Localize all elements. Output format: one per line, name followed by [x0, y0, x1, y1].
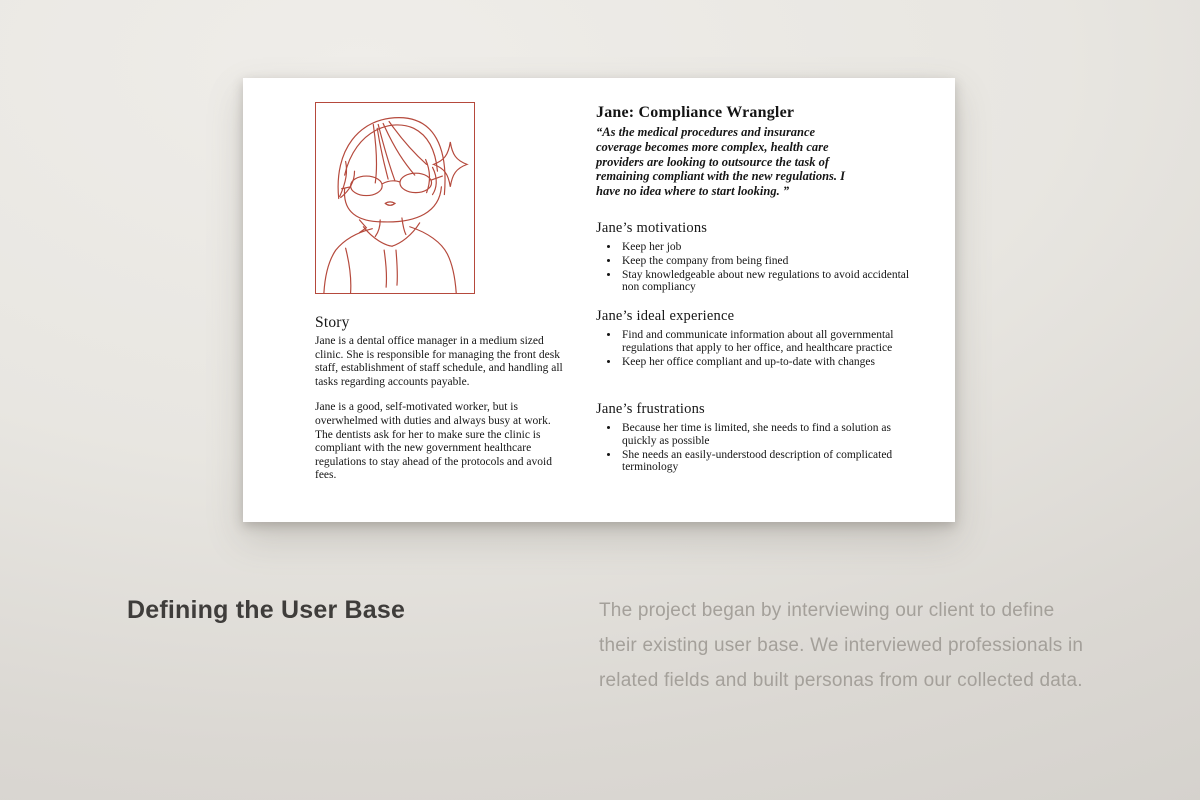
story-paragraph-1: Jane is a dental office manager in a medium sized clinic. She is responsible for managing the front desk staff, establishment of staff schedule, and handling all tasks regarding accounts payable.	[315, 335, 563, 388]
bullet-item: • Keep the company from being fined	[620, 255, 918, 268]
ideal-experience-heading: Jane’s ideal experience	[596, 308, 735, 324]
section-motivations	[596, 220, 918, 295]
sparkle-icon	[434, 142, 468, 187]
bullet-item: • She needs an easily-understood description of complicated terminology	[620, 449, 918, 475]
bullet-item: • Keep her job	[620, 241, 918, 254]
persona-title: Jane: Compliance Wrangler	[596, 104, 795, 121]
story-section	[315, 314, 565, 483]
ideal-experience-list	[596, 329, 918, 368]
persona-card	[243, 78, 955, 522]
section-frustrations	[596, 401, 918, 475]
caption-heading: Defining the User Base	[127, 596, 406, 624]
bullet-item: • Keep her office compliant and up-to-date with changes	[620, 356, 918, 369]
persona-illustration-icon	[316, 103, 474, 293]
caption-body: The project began by interviewing our client to define their existing user base. We interviewed professionals in related fields and built personas from our collected data.	[599, 600, 1084, 691]
bullet-item: • Find and communicate information about all governmental regulations that apply to her office, and healthcare practice	[620, 329, 918, 355]
frustrations-heading: Jane’s frustrations	[596, 401, 705, 417]
story-paragraph-2: Jane is a good, self-motivated worker, but is overwhelmed with duties and always busy at work. The dentists ask for her to make sure the clinic is compliant with the new government healthcare regulations to stay ahead of the protocols and avoid fees.	[315, 401, 552, 482]
frustrations-list	[596, 422, 918, 474]
motivations-heading: Jane’s motivations	[596, 220, 708, 236]
motivations-list	[596, 241, 918, 294]
persona-quote: “As the medical procedures and insurance coverage becomes more complex, health care providers are looking to outsource the task of remaining compliant with the new regulations. I have no idea where to start looking. ”	[596, 125, 846, 199]
bullet-item: • Because her time is limited, she needs to find a solution as quickly as possible	[620, 422, 918, 448]
portrait-frame	[315, 102, 475, 294]
section-ideal-experience	[596, 308, 918, 369]
story-heading: Story	[315, 314, 350, 331]
bullet-item: • Stay knowledgeable about new regulations to avoid accidental non compliancy	[620, 269, 918, 295]
